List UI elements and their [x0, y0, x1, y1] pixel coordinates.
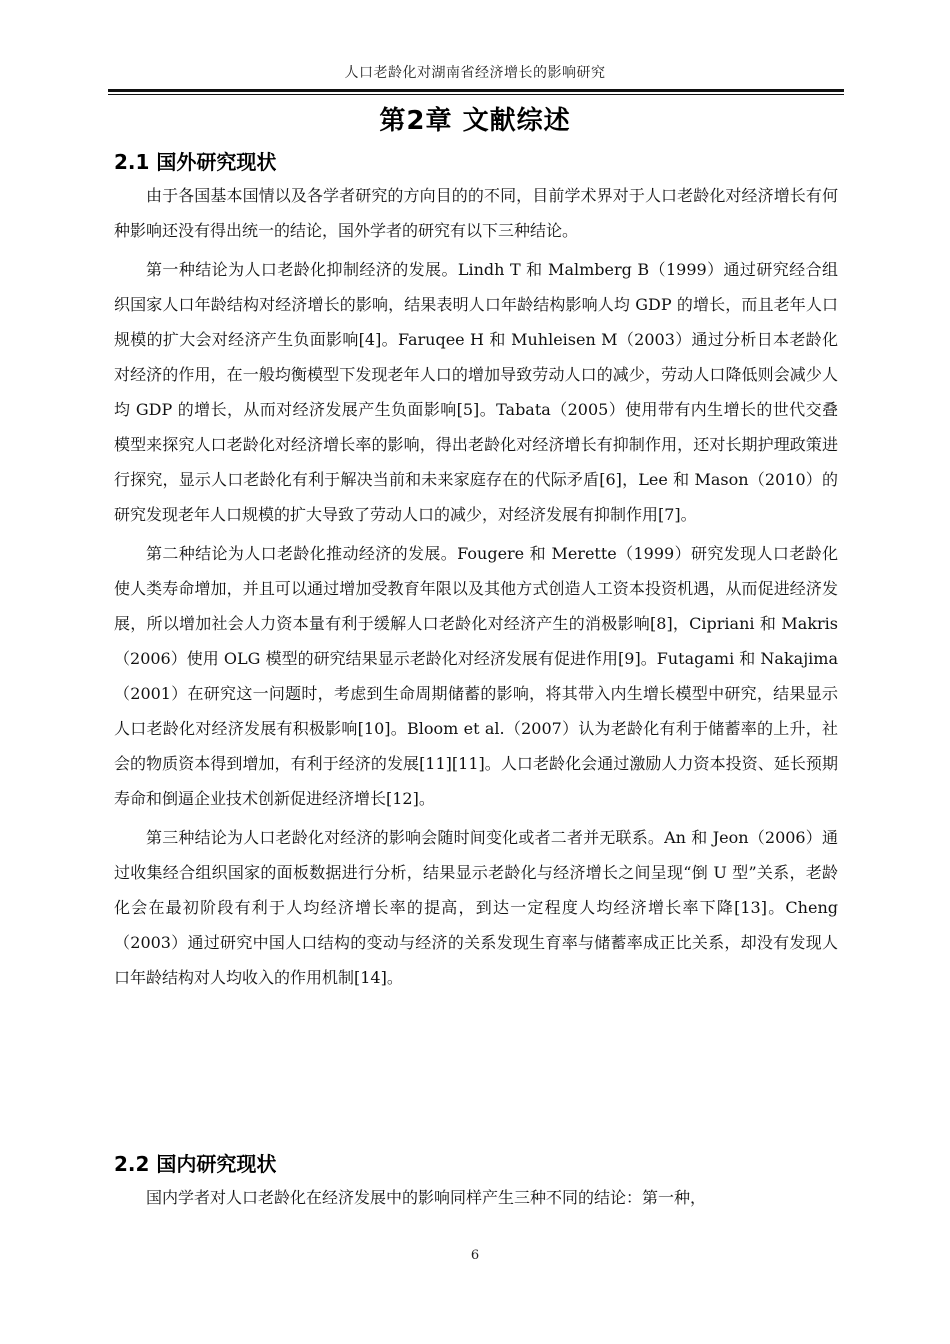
section-heading-domestic-research: 2.2 国内研究现状	[114, 1152, 277, 1176]
header-rule-thick	[108, 89, 844, 92]
paragraph-conclusion-two: 第二种结论为人口老龄化推动经济的发展。Fougere 和 Merette（1999）研究发现人口老龄化使人类寿命增加，并且可以通过增加受教育年限以及其他方式创造人工资本投资机遇，从而促进经济发展，所以增加社会人力资本量有利于缓解人口老龄化对经济产生的消极影响[8]，Cipriani 和 Makris（2006）使用 OLG 模型的研究结果显示老龄化对经济发展有促进作用[9]。Futagami 和 Nakajima（2001）在研究这一问题时，考虑到生命周期储蓄的影响，将其带入内生增长模型中研究，结果显示人口老龄化对经济发展有积极影响[10]。Bloom et al.（2007）认为老龄化有利于储蓄率的上升，社会的物质资本得到增加，有利于经济的发展[11][11]。人口老龄化会通过激励人力资本投资、延长预期寿命和倒逼企业技术创新促进经济增长[12]。	[114, 544, 838, 808]
paragraph-conclusion-three: 第三种结论为人口老龄化对经济的影响会随时间变化或者二者并无联系。An 和 Jeon（2006）通过收集经合组织国家的面板数据进行分析，结果显示老龄化与经济增长之间呈现“倒 U 型”关系，老龄化会在最初阶段有利于人均经济增长率的提高，到达一定程度人均经济增长率下降[13]。Cheng（2003）通过研究中国人口结构的变动与经济的关系发现生育率与储蓄率成正比关系，却没有发现人口年龄结构对人均收入的作用机制[14]。	[114, 828, 838, 987]
page-number: 6	[470, 1248, 480, 1263]
paragraph-intro: 由于各国基本国情以及各学者研究的方向目的的不同，目前学术界对于人口老龄化对经济增长有何种影响还没有得出统一的结论，国外学者的研究有以下三种结论。	[114, 186, 838, 240]
running-header: 人口老龄化对湖南省经济增长的影响研究	[344, 65, 606, 81]
header-rule-thin	[108, 94, 844, 95]
section-heading-foreign-research: 2.1 国外研究现状	[114, 150, 277, 174]
chapter-title: 第2章 文献综述	[379, 106, 571, 136]
section2-body	[114, 1180, 838, 1219]
paragraph-conclusion-one: 第一种结论为人口老龄化抑制经济的发展。Lindh T 和 Malmberg B（1999）通过研究经合组织国家人口年龄结构对经济增长的影响，结果表明人口年龄结构影响人均 GDP 的增长，而且老年人口规模的扩大会对经济产生负面影响[4]。Faruqee H 和 Muhleisen M（2003）通过分析日本老龄化对经济的作用，在一般均衡模型下发现老年人口的增加导致劳动人口的减少，劳动人口降低则会减少人均 GDP 的增长，从而对经济发展产生负面影响[5]。Tabata（2005）使用带有内生增长的世代交叠模型来探究人口老龄化对经济增长率的影响，得出老龄化对经济增长有抑制作用，还对长期护理政策进行探究，显示人口老龄化有利于解决当前和未来家庭存在的代际矛盾[6]，Lee 和 Mason（2010）的研究发现老年人口规模的扩大导致了劳动人口的减少，对经济发展有抑制作用[7]。	[114, 260, 838, 524]
paragraph-domestic-intro: 国内学者对人口老龄化在经济发展中的影响同样产生三种不同的结论：第一种，	[146, 1188, 707, 1207]
section1-body	[114, 178, 838, 999]
